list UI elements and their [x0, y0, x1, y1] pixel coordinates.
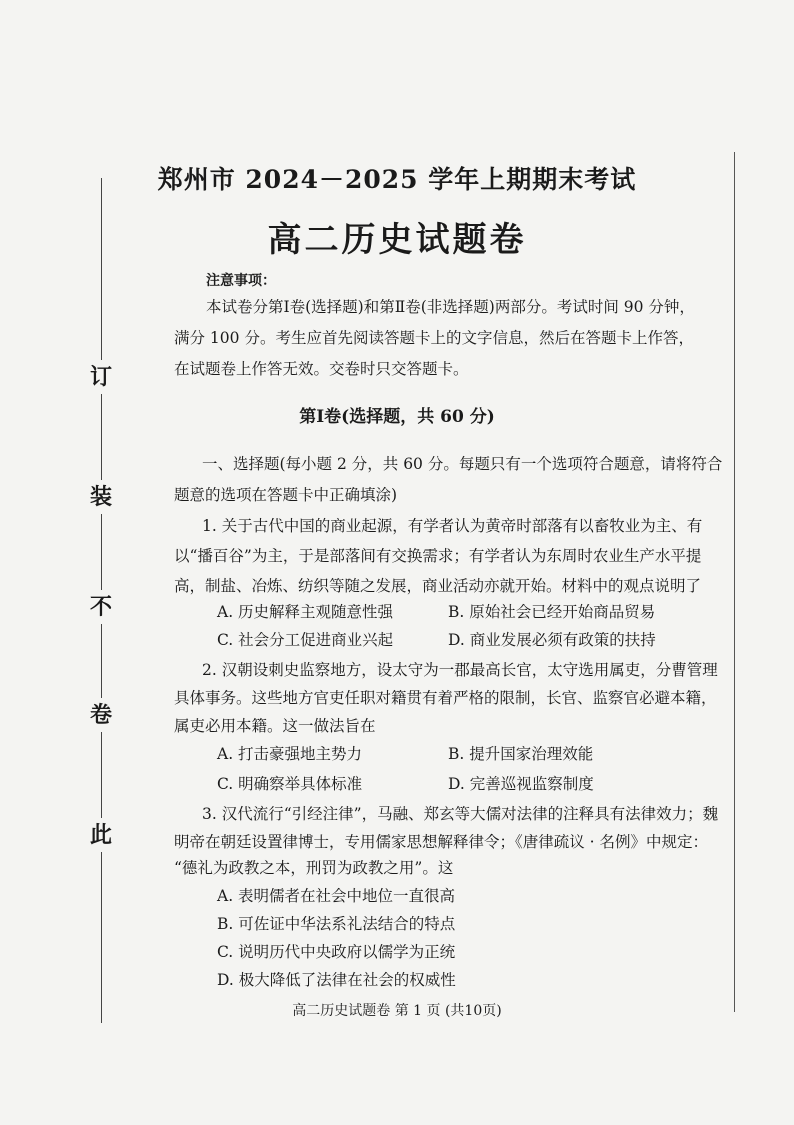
section-title: 第Ⅰ卷(选择题，共 60 分): [299, 407, 495, 427]
option-b[interactable]: B. 可佐证中华法系礼法结合的特点: [217, 915, 456, 933]
question-text: 高，制盐、冶炼、纺织等随之发展，商业活动亦就开始。材料中的观点说明了: [174, 577, 702, 595]
binding-char: 订: [84, 360, 118, 394]
exam-title: 郑州市 2024－2025 学年上期期末考试: [157, 165, 637, 194]
option-c[interactable]: C. 明确察举具体标准: [217, 775, 363, 793]
question-text: 2. 汉朝设刺史监察地方，设太守为一郡最高长官，太守选用属吏，分曹管理: [202, 661, 718, 679]
question-text: 属吏必用本籍。这一做法旨在: [174, 717, 376, 735]
binding-char: 卷: [84, 698, 118, 732]
binding-char: 此: [84, 818, 118, 852]
question-text: “德礼为政教之本，刑罚为政教之用”。这: [174, 859, 454, 877]
question-text: 3. 汉代流行“引经注律”，马融、郑玄等大儒对法律的注释具有法律效力；魏: [202, 805, 719, 823]
option-c[interactable]: C. 说明历代中央政府以儒学为正统: [217, 943, 456, 961]
option-a[interactable]: A. 表明儒者在社会中地位一直很高: [217, 887, 456, 905]
option-d[interactable]: D. 完善巡视监察制度: [448, 775, 594, 793]
question-text: 1. 关于古代中国的商业起源，有学者认为黄帝时部落有以畜牧业为主、有: [202, 517, 703, 535]
notice-body: 本试卷分第Ⅰ卷(选择题)和第Ⅱ卷(非选择题)两部分。考试时间 90 分钟，满分 100 分。考生应首先阅读答题卡上的文字信息，然后在答题卡上作答，在试题卷上作答无效。交卷时只交答题卡。: [174, 298, 695, 378]
option-d[interactable]: D. 极大降低了法律在社会的权威性: [217, 971, 456, 989]
question-text: 具体事务。这些地方官吏任职对籍贯有着严格的限制，长官、监察官必避本籍，: [174, 689, 717, 707]
option-b[interactable]: B. 原始社会已经开始商品贸易: [448, 603, 656, 621]
option-d[interactable]: D. 商业发展必须有政策的扶持: [448, 631, 656, 649]
option-a[interactable]: A. 打击豪强地主势力: [217, 745, 363, 763]
question-text: 明帝在朝廷设置律博士，专用儒家思想解释律令；《唐律疏议 · 名例》中规定：: [174, 833, 709, 851]
option-b[interactable]: B. 提升国家治理效能: [448, 745, 594, 763]
option-c[interactable]: C. 社会分工促进商业兴起: [217, 631, 394, 649]
section-instructions: 题意的选项在答题卡中正确填涂): [174, 486, 398, 504]
question-text: 以“播百谷”为主，于是部落间有交换需求；有学者认为东周时农业生产水平提: [174, 547, 702, 565]
option-a[interactable]: A. 历史解释主观随意性强: [217, 603, 394, 621]
page-footer: 高二历史试题卷 第 1 页 (共10页): [292, 1003, 502, 1019]
section-instructions: 一、选择题(每小题 2 分，共 60 分。每题只有一个选项符合题意，请将符合: [202, 455, 723, 473]
notice-heading: 注意事项：: [206, 273, 276, 289]
right-margin-rule: [734, 152, 735, 1012]
exam-subtitle: 高二历史试题卷: [267, 220, 527, 260]
binding-char: 不: [84, 590, 118, 624]
binding-char: 装: [84, 480, 118, 514]
